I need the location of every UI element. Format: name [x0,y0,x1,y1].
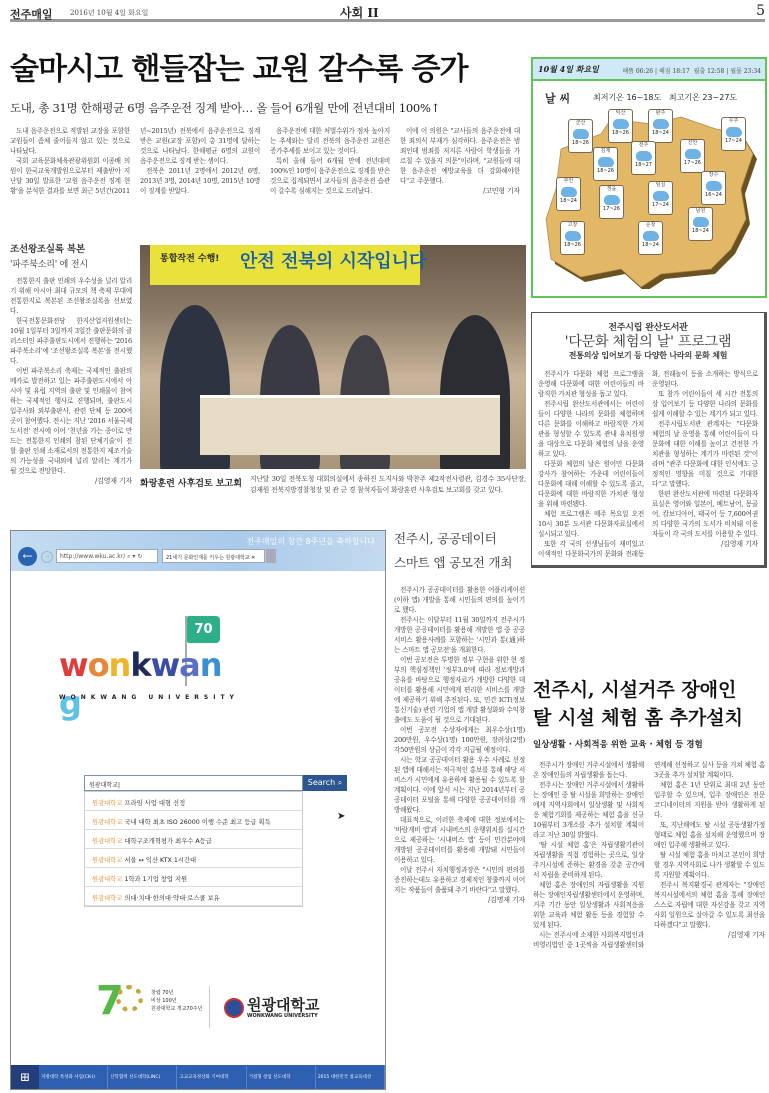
page-number: 5 [756,3,765,19]
city-name: 고창 [567,222,578,228]
paragraph: 전통한지 출판 인쇄의 우수성을 널리 알리기 위해 아시아 최대 규모의 책 축제 무대에 전통한지로 복본된 조선왕조실록을 선보였다. [10,277,132,315]
conference-table [200,395,500,455]
city-name: 순창 [645,222,656,228]
city-temp: 17~26 [603,206,620,212]
low-temp: 최저기온 16~18도 [593,93,662,102]
cloud-icon [706,181,722,191]
search-icon: ⌕ [337,778,343,787]
cloud-icon [613,119,629,129]
anniv-line: 창립 70년 [151,990,174,996]
university-korean-name: 원광대학교 [247,996,320,1014]
70th-flag: 70 [187,616,220,643]
weather-box [531,57,767,298]
paragraph: 체험 홈은 장애인의 자립생활을 지원하는 장애인자립생활센터에서 운영하며, 거주 기간 동안 일상생활과 사회적응을 위한 교육과 체험 활동 등을 경험할 수 있게 된다. [533,881,644,929]
city-forecast [631,141,656,175]
city-temp: 18~24 [642,242,659,248]
paragraph: 또한 각 국의 선생님들이 재미있고 이색적인 다문화국가의 문화와 전래동화, 전래놀이 등을 소개하는 방식으로 운영된다. [538,370,758,558]
suggestion-text: 1학과 1기업 창업 지원 [124,876,188,883]
paragraph: 체험 프로그램은 매주 목요일 오전 10시 30분 도서관 다문화자료실에서 실시되고 있다. [538,510,644,538]
forward-arrow-icon: → [41,551,53,563]
cloud-icon [643,231,659,241]
photo-caption-title: 화랑훈련 사후검토 보고회 [140,479,242,489]
library-kicker: 전주시립 완산도서관 [608,323,688,333]
logo-letter: g [59,684,81,722]
suggestion-item [85,830,302,849]
city-forecast [721,117,746,151]
section-name: 사회 II [340,6,379,20]
suggestion-item [85,887,302,906]
banner-small-text: 통합작전 수행! [160,254,220,264]
paragraph: 또, 지난해에도 탈 시설 공동생활가정 형태로 체험 홈을 설치해 운영했으며 장애인 입주해 생활하고 있다. [654,821,765,849]
sun-moon-times [622,66,761,75]
weather-header [533,59,765,81]
paper-name: 전주매일 [10,8,53,21]
city-forecast [648,181,673,215]
taskbar-item [316,1065,385,1089]
paragraph: 이에 이 의원은 "교사들의 음주운전에 대한 죄의식 부재가 심각하다. 음주운전은 범죄인데 범죄를 저지른 사람이 학생들을 가르칠 수 있을지 의문"이라며, "교원들에 대한 음주운전 예방교육을 더 강화해야한다"고 주문했다. [400,127,520,185]
city-name: 무주 [728,118,739,124]
city-forecast [608,109,633,143]
title-line: 스마트 앱 공모전 개최 [394,555,513,570]
city-name: 장수 [708,172,719,178]
taskbar-item [247,1065,316,1089]
paragraph: 한국전통문화전당 한지산업지원센터는 10월 1일부터 3일까지 3일간 출판문화의 클러스터인 파주출판도시에서 진행하는 '2016 파주북소리'에 '조선왕조실록 복본'을 전시했다. [10,317,132,365]
logo-letter: n [108,646,131,684]
city-name: 진안 [687,140,698,146]
issue-date: 2016년 10월 4일 화요일 [70,9,149,17]
taskbar-item [39,1065,108,1089]
taskbar-label: 거점형 창업 선도대학 [248,1074,291,1080]
city-temp: 18~26 [597,168,614,174]
article-title [394,527,525,575]
paragraph: 전주시가 다문화 체험 프로그램을 운영해 다문화에 대한 어린이들의 바람직한 가치관 형성을 돕고 있다. [538,370,644,398]
paragraph: 전주시립도서관 관계자는 "다문화 체험의 날 운영을 통해 어린이들이 다문화에 대한 이해를 높이고 건전한 가치관을 형성하는 계기가 마련된 것"이라며 "관주 다문화에 대한 인식에도 긍정적인 영향을 미칠 것으로 기대한다"고 말했다. [652,420,758,488]
taskbar-label: 지방대학 특성화 사업(CK-Ⅰ) [41,1074,96,1080]
city-temp: 18~24 [652,130,669,136]
side-subtitle: '파주북소리' 에 전시 [10,260,88,270]
suggestion-prefix: 원광대학교 [92,819,123,826]
tab-title: 21세기 문화인재를 키우는 원광대학교 [166,555,250,561]
city-forecast [680,139,705,173]
city-forecast [688,207,713,241]
weather-date: 10월 4일 화요일 [538,64,599,74]
suggestion-prefix: 원광대학교 [92,800,123,807]
paragraph: 전북은 2011년 2명에서 2012년 6명, 2013년 3명, 2014년 10명, 2015년 10명이 징계를 받았다. [140,167,260,195]
paragraph: 도내 음주운전으로 적발된 교장을 포함한 교원들이 좀체 줄어들지 않고 있는 것으로 나타났다. [10,127,130,155]
mouse-cursor-icon: ➤ [337,811,346,822]
ad-search-button [303,775,347,791]
paragraph: 전주시가 공공데이터를 활용한 어플리케이션(이하 앱) 개발을 통해 시민들의 편의를 높이기로 했다. [394,586,525,614]
logo-letter: o [87,646,109,684]
suggestion-prefix: 원광대학교 [92,857,123,864]
paragraph: 체험 홈은 1년 단위로 최대 2년 동안 입주할 수 있으며, 입주 장애인은 전문 코디네이터의 지원을 받아 생활하게 된다. [654,781,765,819]
news-photo [140,245,526,469]
paragraph: 한편 완산도서관에 마련된 다문화자료실은 영어와 일본어, 베트남어, 몽골어, 캄보디아어, 태국어 등 7,600여권의 다양한 국가의 도서가 비치돼 이용자들이 각 국의 도서를 이용할 수 있다. [652,490,758,538]
university-emblem-icon [224,998,244,1018]
city-temp: 17~24 [725,138,742,144]
city-forecast [599,185,624,219]
city-temp: 18~24 [560,198,577,204]
logo-divider [209,986,210,1028]
logo-letter: n [199,646,222,684]
paragraph: 시는 전주시에 소재한 사회복지법인과 비영리법인 중 1곳씩을 자립생활센터와 연계해 선정하고 실사 등을 거쳐 체험 홈 3곳을 추가 설치할 계획이다. [533,761,765,949]
url-text: http://www.wku.ac.kr/ [60,553,126,560]
city-forecast [648,109,673,143]
paragraph: 이날 전주시 자치행정과장은 "시민의 편의를 증진하는데도 유용하고 경제적인 창출까지 이어지는 작품들이 출품돼 주기 바란다"고 말했다. [394,866,525,894]
cloud-icon [598,157,614,167]
suggestion-item [85,868,302,887]
suggestion-text: 국내 대학 최초 ISO 26000 이행 수준 최고 등급 획득 [124,819,271,826]
library-subtitle: 전통의상 입어보기 등 다양한 나라의 문화 체험 [568,351,728,360]
suggestion-prefix: 원광대학교 [92,838,123,845]
paragraph: 음주운전에 대한 처벌수위가 점차 높아지는 추세와는 달리 전북의 음주운전 교원은 증가추세를 보이고 있는 것이다. [270,127,390,155]
city-name: 군산 [575,120,586,126]
banner-big-text: 안전 전북의 시작입니다 [240,251,427,272]
seventy-emblem: 7 [96,978,124,1024]
weather-title: 날 씨 [545,92,571,105]
paragraph: 이번 파주북소리 축제는 국제적인 출판의 메카로 발전하고 있는 파주출판도시에서 아시아 및 유럽 지역의 출판 및 인쇄물이 참여하는 국제적인 행사로 진행되며, 출판도시 입주사와 외부출판사, 관련 단체 등 200여 곳이 참여했다. 전시는 지난 '2016 서울국제도서전' 전시에 이어 '천년을 가는 종이로 만드는 전통한지 인쇄의 참된 단체기술'이 전할 출판 인쇄 소재로서의 전통한지 제조기술의 가능성을 국내외에 널리 알리는 계기가 될 것으로 전망한다. [10,367,132,475]
paragraph: 이번 공모전 수상자에게는 최우수상(1명) 200만원, 우수상(1명) 100만원, 장려상(2명) 각50만원의 상금이 각각 지급될 예정이다. [394,726,525,754]
cloud-icon [653,191,669,201]
city-forecast [568,119,593,153]
city-forecast [593,147,618,181]
anniversary-text [151,989,205,1013]
masthead [10,4,765,22]
city-forecast [560,221,585,255]
suggestion-prefix: 원광대학교 [92,876,123,883]
moon-times: 월출 12:58 | 월몰 23:34 [693,68,761,75]
suggestion-text: 의대·치대·한의대·약대·로스쿨 보유 [124,895,220,902]
wonkwang-logo [59,646,239,722]
anniversary-ring-icon [116,985,143,1012]
cloud-icon [573,129,589,139]
paragraph: 탈 시설 체험 홈을 마치고 본인이 희망할 경우 지역사회로 나가 생활할 수 있도록 지원할 계획이다. [654,851,765,879]
paragraph: 전주시는 이달부터 11월 30일까지 전주시가 개방한 공공데이터를 활용해 개발한 앱 중 공공서비스 활용사례를 포함하는 '시민과 통(通)하는 스마트 앱 공모전'을 개최한다. [394,616,525,654]
university-name: WONKWANG UNIVERSITY [59,694,239,701]
city-temp: 16~24 [705,192,722,198]
disability-headline [533,676,767,732]
city-temp: 18~26 [612,130,629,136]
side-title: 조선왕조실록 복본 [10,244,85,255]
lead-article-body [10,126,520,196]
paragraph: 또 참가 어린이들이 세 시간 전통의상 입어보기 등 다양한 나라의 문화를 쉽게 이해할 수 있는 계기가 되고 있다. [652,390,758,418]
suggestion-prefix: 원광대학교 [92,895,123,902]
paragraph: 대표적으로, 이러한 축제에 대한 정보에서는 '바람개비 앱'과 시내버스의 운행위치를 실시간으로 제공하는 '시내버스 앱' 등이 민간분야에 개방된 공공데이터를 활용해 개발돼 시민들이 이용하고 있다. [394,816,525,864]
suggestion-item [85,849,302,868]
ad-slogan: 전주매일의 창간 8주년을 축하합니다 [246,537,375,546]
search-label: Search [307,778,336,787]
suggestion-item [85,792,302,811]
city-name: 김제 [600,148,611,154]
taskbar-label: 고교교육정상화 기여대학 [179,1074,229,1080]
byline: /김영재 기자 [721,540,758,548]
address-bar [56,549,158,563]
logo-letter: a [179,646,200,684]
city-name: 임실 [655,182,666,188]
browser-bar [11,531,385,571]
new-tab-icon [266,549,276,563]
cloud-icon [726,127,742,137]
sun-times: 해뜸 06:26 | 해짐 18:17 [622,68,690,75]
byline: /김영재 기자 [728,931,765,939]
paragraph: 시는 학교 공공데이터 활용 우수 사례로 선정된 앱에 대해서는 적극적인 홍보를 통해 해당 서비스가 시민에게 유용하게 활용될 수 있도록 할 계획이다. 이에 앞서 시는 지난 2014년부터 공공데이터 포털을 통해 다양한 공공데이터를 개방해왔다. [394,756,525,814]
lead-subhead: 도내, 총 31명 한해평균 6명 음주운전 징계 받아… 올 들어 6개월 만에 전년대비 100%↑ [10,101,440,115]
cloud-icon [604,195,620,205]
city-temp: 17~26 [684,160,701,166]
ad-taskbar [11,1065,385,1089]
library-title: '다문화 체험의 날' 프로그램 [564,334,732,350]
photo-banner [150,245,427,285]
cloud-icon [561,187,577,197]
city-name: 남원 [695,208,706,214]
paragraph: 이번 공모전은 투명한 정부 구현을 위한 현 정부의 핵심정책인 '정부3.0'에 따라 정보개방과 공유를 바탕으로 행정자료가 개방한 다양한 데이터를 활용해 시민에게 편리한 서비스를 개발에 제공하기 위해 추진된다. 또, 민간 ICT(정보통신기술) 관련 기업의 앱 개발 활성화와 수익창출에도 도움이 될 것으로 기대된다. [394,656,525,724]
public-data-article [394,527,525,905]
city-name: 부안 [563,178,574,184]
city-name: 완주 [655,110,666,116]
search-suggestions [84,791,303,907]
lead-headline: 술마시고 핸들잡는 교원 갈수록 증가 [10,52,468,87]
anniv-caption: 원광대학교 개교70주년 [151,1006,203,1012]
browser-tab: 21세기 문화인재를 키우는 원광대학교 ✕ [162,549,265,563]
city-name: 익산 [615,110,626,116]
weather-temps [593,92,737,103]
university-english-name: WONKWANG UNIVERSITY [247,1013,318,1019]
city-name: 정읍 [606,186,617,192]
city-forecast [638,221,663,255]
library-body [538,369,758,559]
taskbar-label: 2015 대한민국 참교육대상 [317,1074,372,1080]
anniv-line: 비상 100년 [151,998,177,1004]
side-article [10,245,132,486]
byline: /김명재 기자 [488,896,525,904]
title-line: 탈 시설 체험 홈 추가설치 [533,707,743,729]
byline: /고민형 기자 [483,187,520,195]
paragraph: 전주시 복지환경국 관계자는 "장애인복지시설에서의 체험 홈을 통해 장애인 스스로 자립에 대한 자신감을 갖고 지역사회 일원으로 살아갈 수 있도록 최선을 다하겠다"고 말했다. [654,881,765,929]
city-name: 전주 [638,142,649,148]
logo-letter: w [150,646,180,684]
city-temp: 18~26 [572,140,589,146]
cloud-icon [693,217,709,227]
windows-icon: ⊞ [11,1065,39,1089]
logo-letter: k [130,646,151,684]
paragraph: '탈 시설 체험 홈'은 자립생활기관이 자립생활을 직접 경험하는 곳으로, 일상 주거시설에 준하는 환경을 갖춘 공간에서 자립을 준비하게 된다. [533,841,644,879]
wonkwang-advertisement [10,530,386,1090]
city-temp: 17~24 [652,202,669,208]
taskbar-item [108,1065,177,1089]
byline: /김영재 기자 [95,477,132,485]
high-temp: 최고기온 23~27도 [668,93,738,102]
title-line: 전주시, 시설거주 장애인 [533,679,737,701]
ad-search-input: 원광대학교| [84,775,303,791]
suggestion-text: 대학구조개혁평가 최우수 A등급 [124,838,212,845]
paragraph: 다문화 체험의 날은 원어민 다문화 강사가 참여하는 가운데 어린이들이 다문화에 대해 이해할 수 있도록 줄고, 다문화에 대한 바람직한 가치관 형성을 위해 마련됐다. [538,460,644,508]
suggestion-text: 프라임 사업 대형 선정 [124,800,186,807]
disability-body [533,760,765,950]
library-article [531,312,767,568]
disability-subhead: 일상생활 · 사회적응 위한 교육 · 체험 등 경험 [533,740,703,750]
suggestion-item [85,811,302,830]
paragraph: 국회 교육문화체육관광위원회 이종배 의원이 한국교육개발원으로부터 제출받아 지난달 30일 발표한 '교원 음주운전 징계 현황'을 분석한 결과를 보면 최근 5년간(2011년~2015년) 전북에서 음주운전으로 징계받은 교원(교장 포함)이 총 31명에 달하는 것으로 나타났다. 한해평균 6명의 교원이 음주운전으로 징계 받는 셈이다. [10,127,260,195]
paragraph: 전주시립 완산도서관에서는 어린이들이 다양한 나라의 문화를 체험하며 다른 문화를 이해하고 바람직한 가치관을 형성할 수 있도록 관내 유치원생을 대상으로 다문화 체험의 날을 운영하고 있다. [538,400,644,458]
taskbar-item [177,1065,246,1089]
photo-caption: 지난달 30일 전북도청 대회의실에서 송하진 도지사와 박찬주 제2작전사령관, 김경수 35사단장, 김재원 전북지방경찰청장 및 관 군 경 참석자들이 화랑훈련 사후검토 보고회를 갖고 있다. [250,475,526,494]
city-forecast [556,177,581,211]
back-arrow-icon: ← [18,547,37,566]
cloud-icon [653,119,669,129]
logo-letter: w [59,646,88,684]
paragraph: 전주시는 장애인 거주시설에서 생활하는 장애인 중 탈 시설을 희망하는 장애인에게 지역사회에서 일상생활 및 사회적응 체험기회를 제공하는 체험 홈을 신규 10월부터 3개소를 추가 설치할 계획이라고 지난 30일 밝혔다. [533,781,644,839]
cloud-icon [685,149,701,159]
cloud-icon [636,151,652,161]
suggestion-text: 서울 ↔ 익산 KTX 1시간대 [124,857,197,864]
city-temp: 18~27 [635,162,652,168]
city-temp: 18~26 [564,242,581,248]
paragraph: 전주시가 장애인 거주시설에서 생활해온 장애인들의 자립생활을 돕는다. [533,761,644,779]
paragraph: 특히 올해 들어 6개월 만에 전년대비 100%인 10명이 음주운전으로 징계를 받은 것으로 집계되면서 교사들의 음주운전 습관이 갈수록 심해지는 것으로 드러났다. [270,157,390,195]
taskbar-label: 산학협력 선도대학(LINC) [110,1074,161,1080]
lead-article [10,50,520,196]
title-line: 전주시, 공공데이터 [394,531,497,546]
cloud-icon [565,231,581,241]
city-forecast [701,171,726,205]
city-temp: 18~24 [692,228,709,234]
search-refresh-icon: ⌕ ▾ ↻ [127,553,143,560]
